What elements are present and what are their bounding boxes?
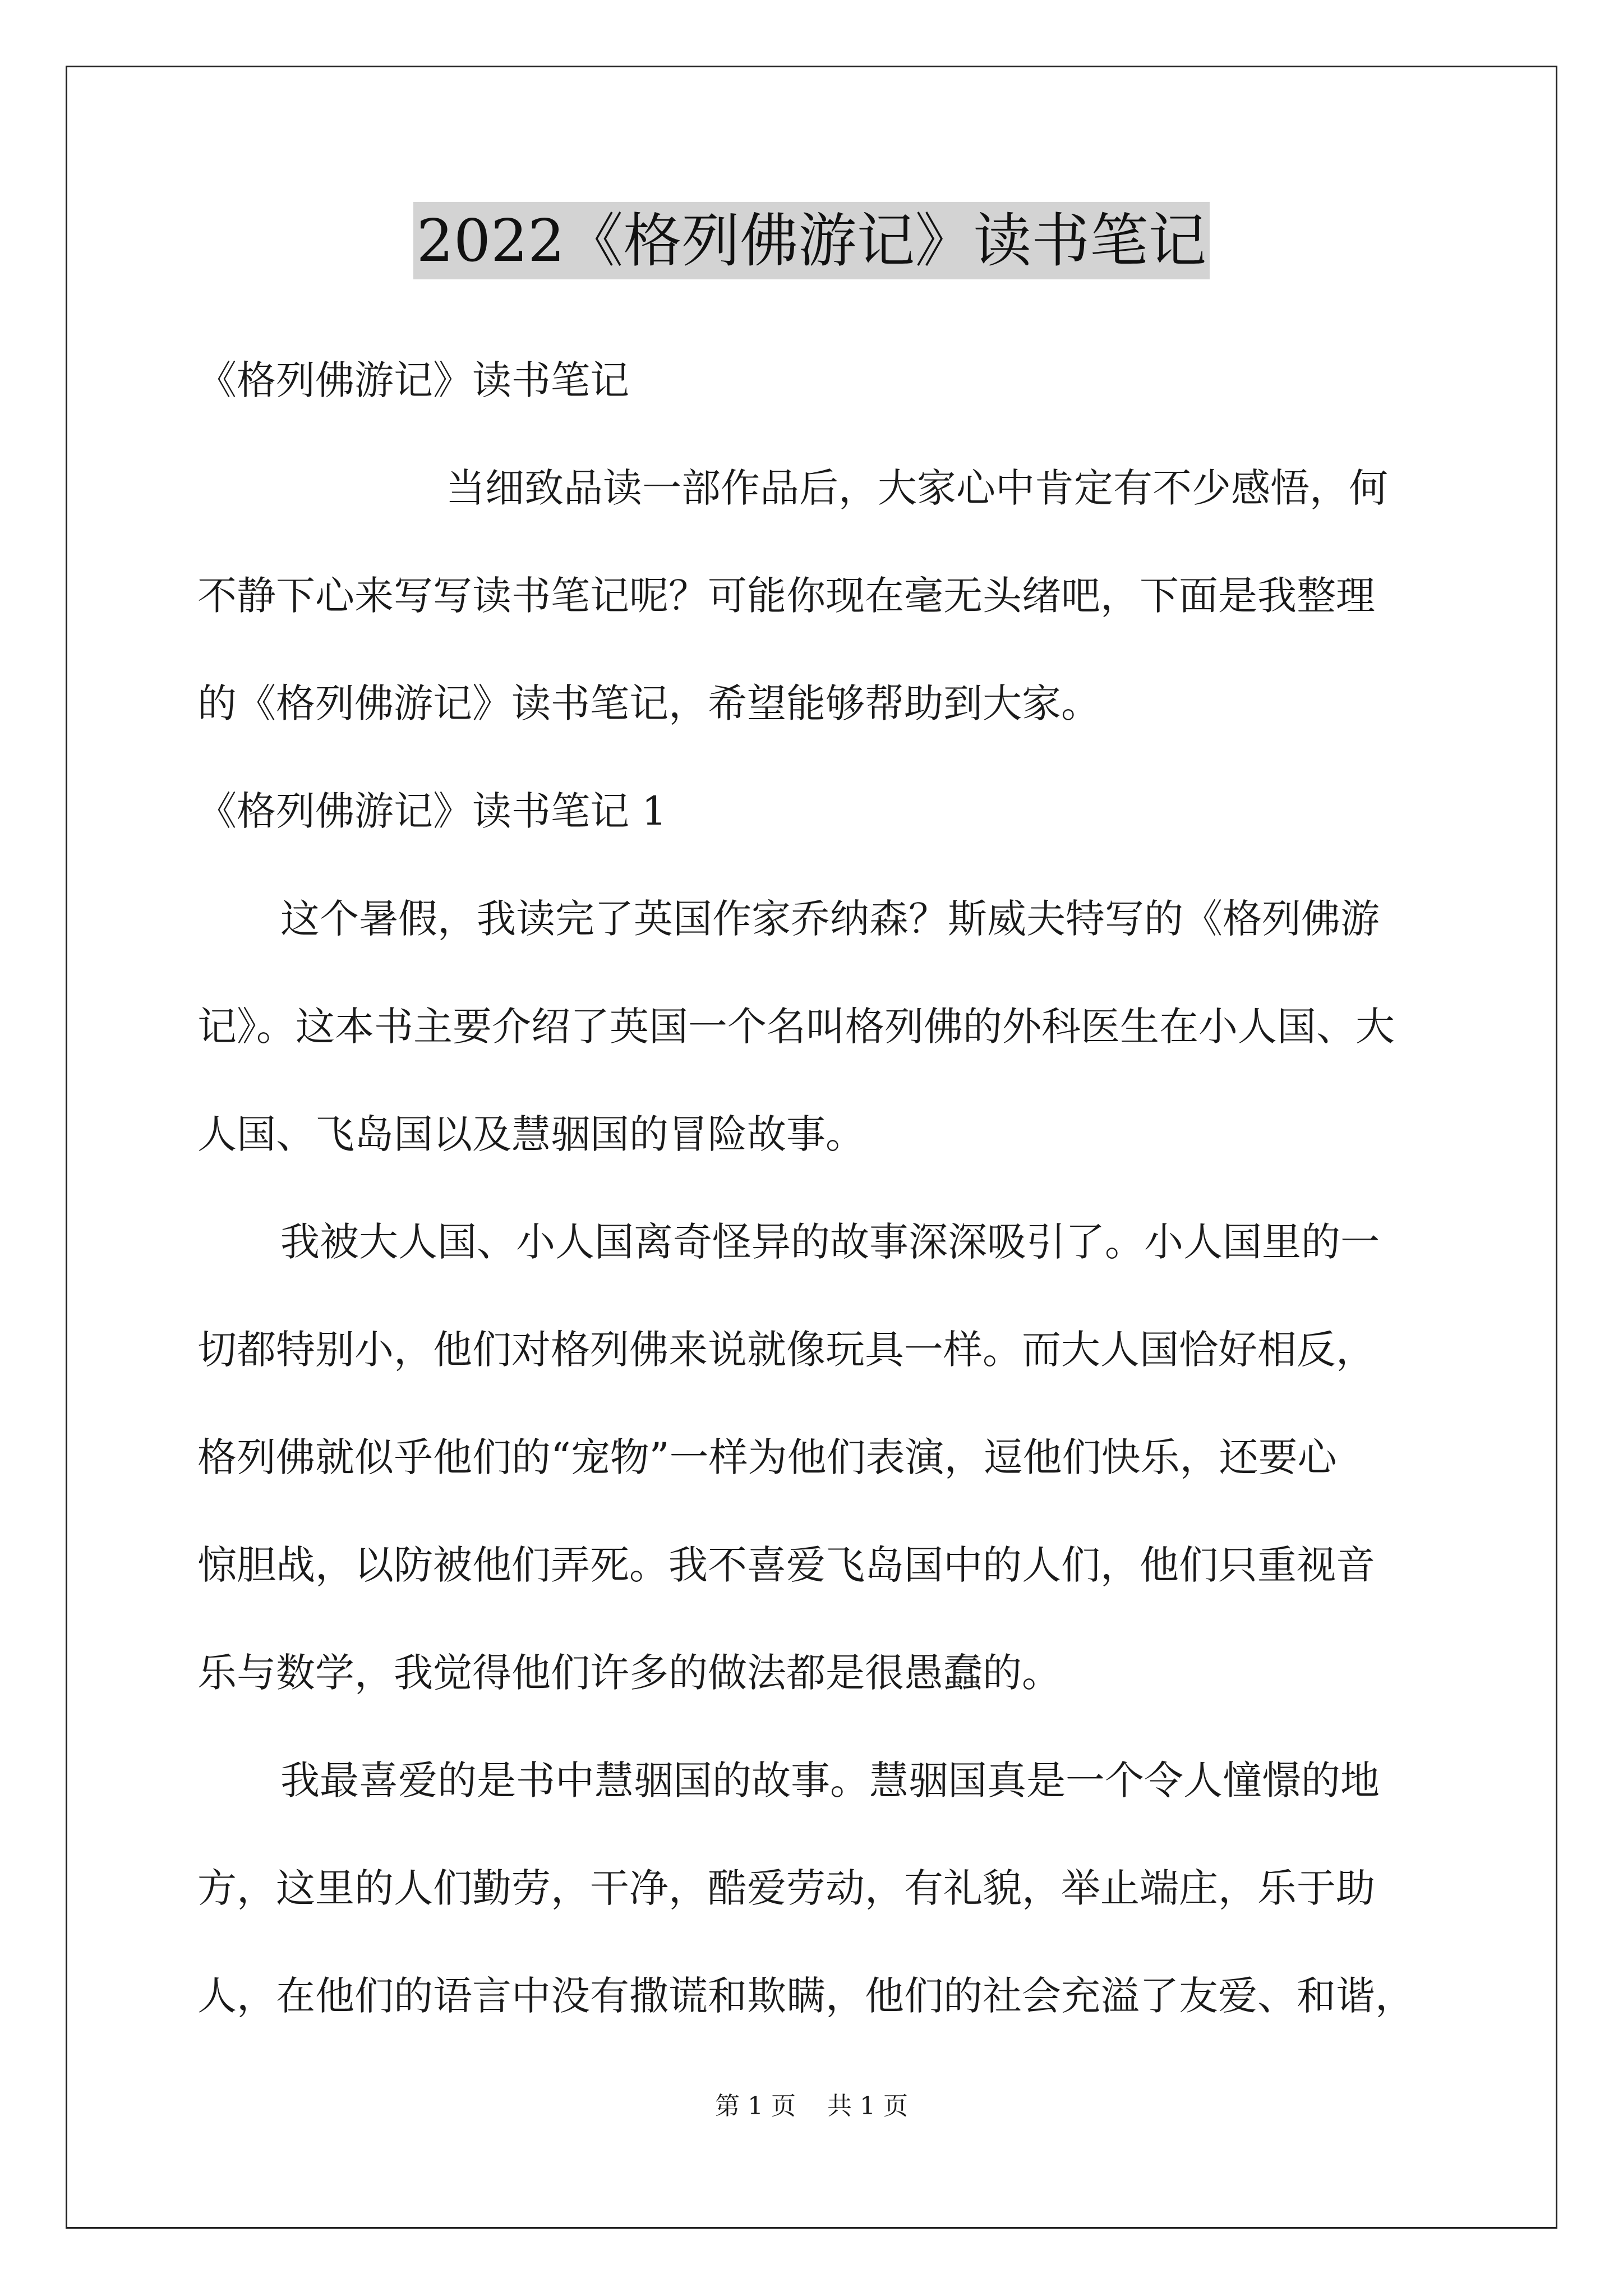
paragraph-line: 方，这里的人们勤劳，干净，酷爱劳动，有礼貌，举止端庄，乐于助 xyxy=(197,1865,1375,1911)
title-container xyxy=(0,202,1623,279)
page-footer xyxy=(0,2090,1623,2123)
paragraph-line: 人，在他们的语言中没有撒谎和欺瞒，他们的社会充溢了友爱、和谐， xyxy=(197,1973,1414,2019)
intro-line: 不静下心来写写读书笔记呢？可能你现在毫无头绪吧，下面是我整理 xyxy=(197,573,1375,619)
page-number: 第 1 页 xyxy=(715,2092,796,2120)
page-total: 共 1 页 xyxy=(827,2092,908,2120)
intro-line: 当细致品读一部作品后，大家心中肯定有不少感悟，何 xyxy=(446,465,1388,511)
document-title: 2022《格列佛游记》读书笔记 xyxy=(413,202,1210,279)
intro-line: 的《格列佛游记》读书笔记，希望能够帮助到大家。 xyxy=(197,680,1100,726)
section-heading: 《格列佛游记》读书笔记 1 xyxy=(197,788,667,834)
paragraph-line: 人国、飞岛国以及慧骃国的冒险故事。 xyxy=(197,1111,865,1157)
paragraph-line: 格列佛就似乎他们的“宠物”一样为他们表演，逗他们快乐，还要心 xyxy=(197,1434,1337,1480)
paragraph-line: 乐与数学，我觉得他们许多的做法都是很愚蠢的。 xyxy=(197,1650,1061,1696)
paragraph-line: 这个暑假，我读完了英国作家乔纳森？斯威夫特写的《格列佛游 xyxy=(280,896,1380,942)
paragraph-line: 惊胆战，以防被他们弄死。我不喜爱飞岛国中的人们，他们只重视音 xyxy=(197,1542,1375,1588)
paragraph-line: 我最喜爱的是书中慧骃国的故事。慧骃国真是一个令人憧憬的地 xyxy=(280,1757,1380,1803)
paragraph-line: 记》。这本书主要介绍了英国一个名叫格列佛的外科医生在小人国、大 xyxy=(197,1004,1395,1050)
paragraph-line: 我被大人国、小人国离奇怪异的故事深深吸引了。小人国里的一 xyxy=(280,1219,1380,1265)
paragraph-line: 切都特别小，他们对格列佛来说就像玩具一样。而大人国恰好相反， xyxy=(197,1327,1375,1373)
document-subtitle: 《格列佛游记》读书笔记 xyxy=(197,357,629,403)
